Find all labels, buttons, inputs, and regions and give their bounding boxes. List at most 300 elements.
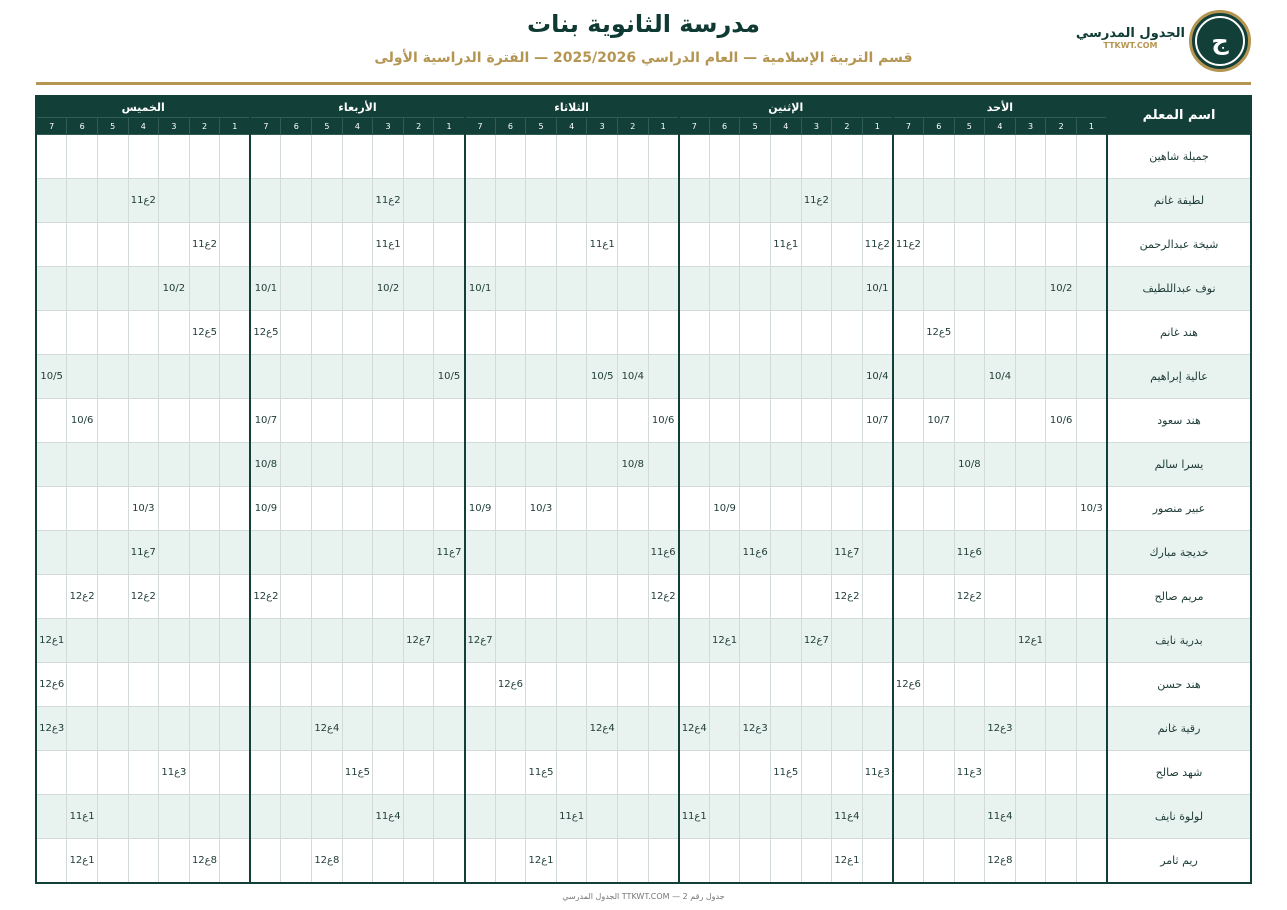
schedule-cell <box>1015 531 1046 575</box>
schedule-cell: 10/2 <box>159 267 190 311</box>
schedule-cell <box>770 531 801 575</box>
schedule-cell <box>220 751 251 795</box>
schedule-cell <box>434 751 465 795</box>
schedule-cell <box>709 795 740 839</box>
schedule-cell <box>220 443 251 487</box>
schedule-cell <box>618 663 649 707</box>
schedule-cell <box>1015 751 1046 795</box>
schedule-cell <box>1015 311 1046 355</box>
schedule-cell <box>434 135 465 179</box>
schedule-cell <box>495 135 526 179</box>
schedule-cell <box>1076 531 1107 575</box>
schedule-cell <box>893 707 924 751</box>
schedule-cell <box>373 839 404 884</box>
schedule-cell <box>312 487 343 531</box>
schedule-cell <box>526 179 557 223</box>
schedule-cell <box>495 223 526 267</box>
schedule-cell <box>281 795 312 839</box>
schedule-cell <box>373 311 404 355</box>
schedule-cell <box>770 443 801 487</box>
day-header: الخميس <box>36 96 250 118</box>
schedule-cell <box>770 575 801 619</box>
schedule-cell <box>679 487 710 531</box>
schedule-cell: 2ع12 <box>954 575 985 619</box>
schedule-cell <box>281 751 312 795</box>
schedule-cell <box>97 311 128 355</box>
schedule-cell: 10/6 <box>648 399 679 443</box>
schedule-cell <box>220 839 251 884</box>
table-row <box>36 399 1251 443</box>
schedule-cell <box>220 619 251 663</box>
period-header: 2 <box>1046 118 1077 135</box>
schedule-cell: 2ع11 <box>893 223 924 267</box>
schedule-cell: 1ع12 <box>1015 619 1046 663</box>
schedule-cell <box>740 443 771 487</box>
schedule-cell: 10/2 <box>1046 267 1077 311</box>
schedule-cell <box>97 619 128 663</box>
schedule-cell <box>526 663 557 707</box>
schedule-cell <box>832 443 863 487</box>
schedule-cell <box>709 531 740 575</box>
schedule-cell: 10/6 <box>1046 399 1077 443</box>
schedule-cell <box>97 707 128 751</box>
schedule-cell <box>67 311 98 355</box>
schedule-cell <box>1076 663 1107 707</box>
schedule-cell: 4ع11 <box>373 795 404 839</box>
schedule-cell <box>923 179 954 223</box>
schedule-cell <box>97 751 128 795</box>
period-header: 4 <box>128 118 159 135</box>
schedule-cell <box>189 663 220 707</box>
schedule-cell <box>770 135 801 179</box>
schedule-cell <box>954 355 985 399</box>
teacher-name: عبير منصور <box>1107 487 1251 531</box>
schedule-cell <box>36 795 67 839</box>
schedule-cell <box>403 223 434 267</box>
schedule-cell <box>740 839 771 884</box>
schedule-cell: 3ع12 <box>740 707 771 751</box>
schedule-cell: 10/2 <box>373 267 404 311</box>
schedule-cell <box>312 267 343 311</box>
schedule-cell: 3ع11 <box>862 751 893 795</box>
table-row <box>36 619 1251 663</box>
schedule-cell: 10/4 <box>618 355 649 399</box>
schedule-cell <box>220 575 251 619</box>
schedule-cell <box>128 267 159 311</box>
period-header: 5 <box>740 118 771 135</box>
schedule-cell <box>556 355 587 399</box>
schedule-cell <box>189 355 220 399</box>
schedule-cell: 10/1 <box>465 267 496 311</box>
schedule-cell <box>67 223 98 267</box>
schedule-cell <box>1076 135 1107 179</box>
schedule-cell <box>679 355 710 399</box>
schedule-cell <box>923 839 954 884</box>
day-header-row <box>36 96 1251 118</box>
schedule-cell <box>189 487 220 531</box>
schedule-cell <box>526 531 557 575</box>
schedule-cell: 3ع11 <box>954 751 985 795</box>
schedule-cell <box>556 487 587 531</box>
schedule-cell <box>312 399 343 443</box>
schedule-cell: 2ع12 <box>648 575 679 619</box>
schedule-cell: 10/7 <box>862 399 893 443</box>
schedule-cell <box>679 223 710 267</box>
schedule-cell <box>97 223 128 267</box>
schedule-cell <box>36 839 67 884</box>
schedule-cell <box>1046 839 1077 884</box>
schedule-cell <box>985 267 1016 311</box>
schedule-cell: 8ع12 <box>985 839 1016 884</box>
schedule-cell <box>495 751 526 795</box>
schedule-cell <box>312 619 343 663</box>
schedule-cell <box>67 267 98 311</box>
schedule-cell: 5ع11 <box>770 751 801 795</box>
period-header: 5 <box>526 118 557 135</box>
day-header: الإثنين <box>679 96 893 118</box>
schedule-cell <box>801 267 832 311</box>
period-header-row <box>36 118 1251 135</box>
schedule-cell <box>862 487 893 531</box>
schedule-cell <box>587 575 618 619</box>
schedule-cell <box>67 443 98 487</box>
schedule-cell <box>893 795 924 839</box>
schedule-cell: 2ع11 <box>801 179 832 223</box>
schedule-cell <box>159 179 190 223</box>
schedule-cell <box>954 223 985 267</box>
schedule-cell <box>618 179 649 223</box>
schedule-cell <box>128 443 159 487</box>
schedule-cell: 1ع12 <box>832 839 863 884</box>
schedule-cell <box>281 575 312 619</box>
schedule-cell <box>832 311 863 355</box>
schedule-cell: 6ع11 <box>740 531 771 575</box>
schedule-cell <box>465 311 496 355</box>
period-header: 3 <box>1015 118 1046 135</box>
schedule-cell <box>403 531 434 575</box>
schedule-cell <box>281 179 312 223</box>
period-header: 5 <box>312 118 343 135</box>
schedule-cell <box>67 135 98 179</box>
teacher-name: بدرية نايف <box>1107 619 1251 663</box>
schedule-cell <box>1076 707 1107 751</box>
table-row <box>36 311 1251 355</box>
period-header: 5 <box>954 118 985 135</box>
schedule-cell <box>587 751 618 795</box>
schedule-cell <box>587 663 618 707</box>
teacher-name: هند حسن <box>1107 663 1251 707</box>
schedule-cell <box>740 795 771 839</box>
schedule-cell <box>1076 399 1107 443</box>
schedule-cell <box>740 751 771 795</box>
schedule-cell <box>832 179 863 223</box>
schedule-cell: 1ع12 <box>526 839 557 884</box>
schedule-cell: 10/4 <box>862 355 893 399</box>
schedule-cell <box>159 795 190 839</box>
schedule-cell <box>923 443 954 487</box>
schedule-cell <box>1046 751 1077 795</box>
schedule-cell <box>403 267 434 311</box>
schedule-cell <box>923 663 954 707</box>
schedule-cell <box>159 355 190 399</box>
schedule-cell <box>97 663 128 707</box>
schedule-cell <box>985 751 1016 795</box>
schedule-cell <box>556 707 587 751</box>
schedule-cell <box>220 135 251 179</box>
schedule-cell: 2ع12 <box>128 575 159 619</box>
schedule-cell: 2ع11 <box>862 223 893 267</box>
schedule-cell <box>954 619 985 663</box>
schedule-cell <box>465 355 496 399</box>
schedule-cell <box>648 619 679 663</box>
schedule-cell: 3ع12 <box>36 707 67 751</box>
schedule-cell <box>189 267 220 311</box>
schedule-cell: 1ع11 <box>556 795 587 839</box>
period-header: 6 <box>281 118 312 135</box>
schedule-cell <box>740 311 771 355</box>
schedule-cell <box>434 179 465 223</box>
schedule-cell <box>281 443 312 487</box>
table-row <box>36 531 1251 575</box>
teacher-name: لولوة نايف <box>1107 795 1251 839</box>
schedule-cell <box>159 399 190 443</box>
schedule-cell: 10/6 <box>67 399 98 443</box>
schedule-cell <box>342 619 373 663</box>
schedule-cell: 3ع11 <box>159 751 190 795</box>
schedule-cell <box>220 355 251 399</box>
schedule-cell <box>373 619 404 663</box>
schedule-cell <box>128 795 159 839</box>
schedule-cell <box>618 795 649 839</box>
schedule-cell <box>954 663 985 707</box>
schedule-cell <box>985 223 1016 267</box>
schedule-cell <box>465 795 496 839</box>
schedule-cell <box>618 531 649 575</box>
schedule-cell <box>648 707 679 751</box>
schedule-cell <box>770 267 801 311</box>
schedule-cell: 10/1 <box>862 267 893 311</box>
schedule-cell <box>740 399 771 443</box>
schedule-cell <box>1015 575 1046 619</box>
schedule-cell <box>679 399 710 443</box>
schedule-cell <box>556 751 587 795</box>
schedule-cell <box>526 795 557 839</box>
schedule-cell <box>985 619 1016 663</box>
schedule-cell: 7ع12 <box>465 619 496 663</box>
schedule-cell <box>1046 135 1077 179</box>
schedule-cell <box>250 223 281 267</box>
schedule-cell <box>526 619 557 663</box>
schedule-cell <box>893 531 924 575</box>
schedule-cell <box>526 267 557 311</box>
schedule-cell <box>1046 443 1077 487</box>
schedule-cell <box>556 575 587 619</box>
schedule-cell <box>1076 311 1107 355</box>
schedule-cell <box>923 135 954 179</box>
schedule-cell <box>220 663 251 707</box>
schedule-cell <box>832 267 863 311</box>
schedule-cell <box>1076 751 1107 795</box>
schedule-cell <box>709 267 740 311</box>
schedule-cell <box>220 399 251 443</box>
schedule-cell <box>709 663 740 707</box>
schedule-cell <box>128 619 159 663</box>
schedule-cell <box>36 267 67 311</box>
schedule-cell: 10/5 <box>434 355 465 399</box>
schedule-cell <box>312 311 343 355</box>
schedule-cell <box>832 707 863 751</box>
schedule-cell <box>342 531 373 575</box>
schedule-cell <box>434 839 465 884</box>
schedule-cell: 4ع12 <box>312 707 343 751</box>
schedule-cell <box>556 135 587 179</box>
schedule-cell <box>1046 311 1077 355</box>
schedule-cell <box>159 531 190 575</box>
schedule-cell <box>709 751 740 795</box>
schedule-cell <box>1046 663 1077 707</box>
schedule-cell <box>312 443 343 487</box>
schedule-cell <box>862 135 893 179</box>
schedule-cell <box>434 663 465 707</box>
period-header: 3 <box>801 118 832 135</box>
schedule-cell <box>923 267 954 311</box>
schedule-cell <box>587 839 618 884</box>
schedule-cell <box>189 399 220 443</box>
schedule-cell: 1ع12 <box>67 839 98 884</box>
schedule-cell <box>709 839 740 884</box>
schedule-cell <box>618 311 649 355</box>
schedule-cell <box>954 311 985 355</box>
period-header: 2 <box>189 118 220 135</box>
schedule-cell <box>1076 179 1107 223</box>
schedule-cell <box>312 795 343 839</box>
schedule-cell <box>495 487 526 531</box>
schedule-cell: 6ع12 <box>36 663 67 707</box>
schedule-cell <box>403 355 434 399</box>
schedule-cell: 10/9 <box>250 487 281 531</box>
schedule-cell <box>250 839 281 884</box>
schedule-cell <box>679 267 710 311</box>
schedule-cell <box>587 267 618 311</box>
schedule-cell <box>985 179 1016 223</box>
schedule-cell <box>648 135 679 179</box>
schedule-cell <box>434 399 465 443</box>
schedule-cell <box>281 487 312 531</box>
schedule-cell <box>648 795 679 839</box>
schedule-cell <box>618 487 649 531</box>
period-header: 7 <box>36 118 67 135</box>
schedule-cell: 10/3 <box>128 487 159 531</box>
schedule-cell: 2ع12 <box>67 575 98 619</box>
schedule-cell <box>587 443 618 487</box>
schedule-cell <box>434 487 465 531</box>
schedule-cell <box>923 531 954 575</box>
schedule-cell <box>373 487 404 531</box>
schedule-cell <box>465 663 496 707</box>
schedule-cell <box>128 311 159 355</box>
schedule-cell <box>587 311 618 355</box>
schedule-cell <box>434 267 465 311</box>
schedule-cell <box>97 443 128 487</box>
schedule-cell <box>250 179 281 223</box>
schedule-cell: 8ع12 <box>189 839 220 884</box>
schedule-cell <box>556 399 587 443</box>
schedule-cell <box>495 311 526 355</box>
schedule-cell <box>1076 839 1107 884</box>
schedule-cell <box>801 839 832 884</box>
schedule-cell <box>801 487 832 531</box>
day-header: الأربعاء <box>250 96 464 118</box>
schedule-cell <box>312 531 343 575</box>
schedule-cell <box>679 619 710 663</box>
schedule-cell <box>220 487 251 531</box>
schedule-cell <box>1046 355 1077 399</box>
page-footer: الجدول المدرسي TTKWT.COM — جدول رقم 2 <box>562 892 725 901</box>
schedule-cell <box>709 223 740 267</box>
schedule-cell <box>587 135 618 179</box>
schedule-cell <box>679 531 710 575</box>
table-row <box>36 179 1251 223</box>
schedule-cell: 1ع11 <box>373 223 404 267</box>
schedule-cell <box>985 399 1016 443</box>
table-row <box>36 355 1251 399</box>
schedule-cell <box>556 619 587 663</box>
schedule-cell <box>220 267 251 311</box>
schedule-cell <box>740 135 771 179</box>
schedule-cell <box>403 751 434 795</box>
period-header: 2 <box>403 118 434 135</box>
schedule-cell <box>189 707 220 751</box>
schedule-cell <box>220 707 251 751</box>
schedule-cell <box>893 399 924 443</box>
schedule-cell <box>312 663 343 707</box>
schedule-cell: 4ع12 <box>587 707 618 751</box>
period-header: 6 <box>709 118 740 135</box>
schedule-cell <box>954 487 985 531</box>
schedule-cell: 1ع11 <box>67 795 98 839</box>
schedule-cell <box>128 707 159 751</box>
page-title: مدرسة الثانوية بنات <box>526 10 760 38</box>
schedule-cell: 2ع11 <box>128 179 159 223</box>
schedule-cell: 5ع11 <box>526 751 557 795</box>
schedule-cell <box>465 179 496 223</box>
schedule-cell <box>985 487 1016 531</box>
schedule-cell <box>985 531 1016 575</box>
schedule-cell <box>373 135 404 179</box>
day-header: الثلاثاء <box>465 96 679 118</box>
schedule-cell <box>709 575 740 619</box>
schedule-cell <box>97 487 128 531</box>
schedule-cell <box>923 751 954 795</box>
schedule-cell <box>923 795 954 839</box>
schedule-cell: 4ع12 <box>679 707 710 751</box>
schedule-cell <box>801 531 832 575</box>
schedule-cell <box>97 795 128 839</box>
teacher-name: خديجة مبارك <box>1107 531 1251 575</box>
schedule-cell <box>220 311 251 355</box>
schedule-cell <box>342 311 373 355</box>
period-header: 4 <box>342 118 373 135</box>
schedule-cell <box>67 531 98 575</box>
period-header: 4 <box>985 118 1016 135</box>
schedule-cell: 4ع11 <box>832 795 863 839</box>
schedule-cell <box>434 311 465 355</box>
schedule-cell <box>281 267 312 311</box>
schedule-cell <box>465 531 496 575</box>
schedule-cell <box>1015 663 1046 707</box>
schedule-cell <box>36 487 67 531</box>
schedule-cell <box>159 707 190 751</box>
